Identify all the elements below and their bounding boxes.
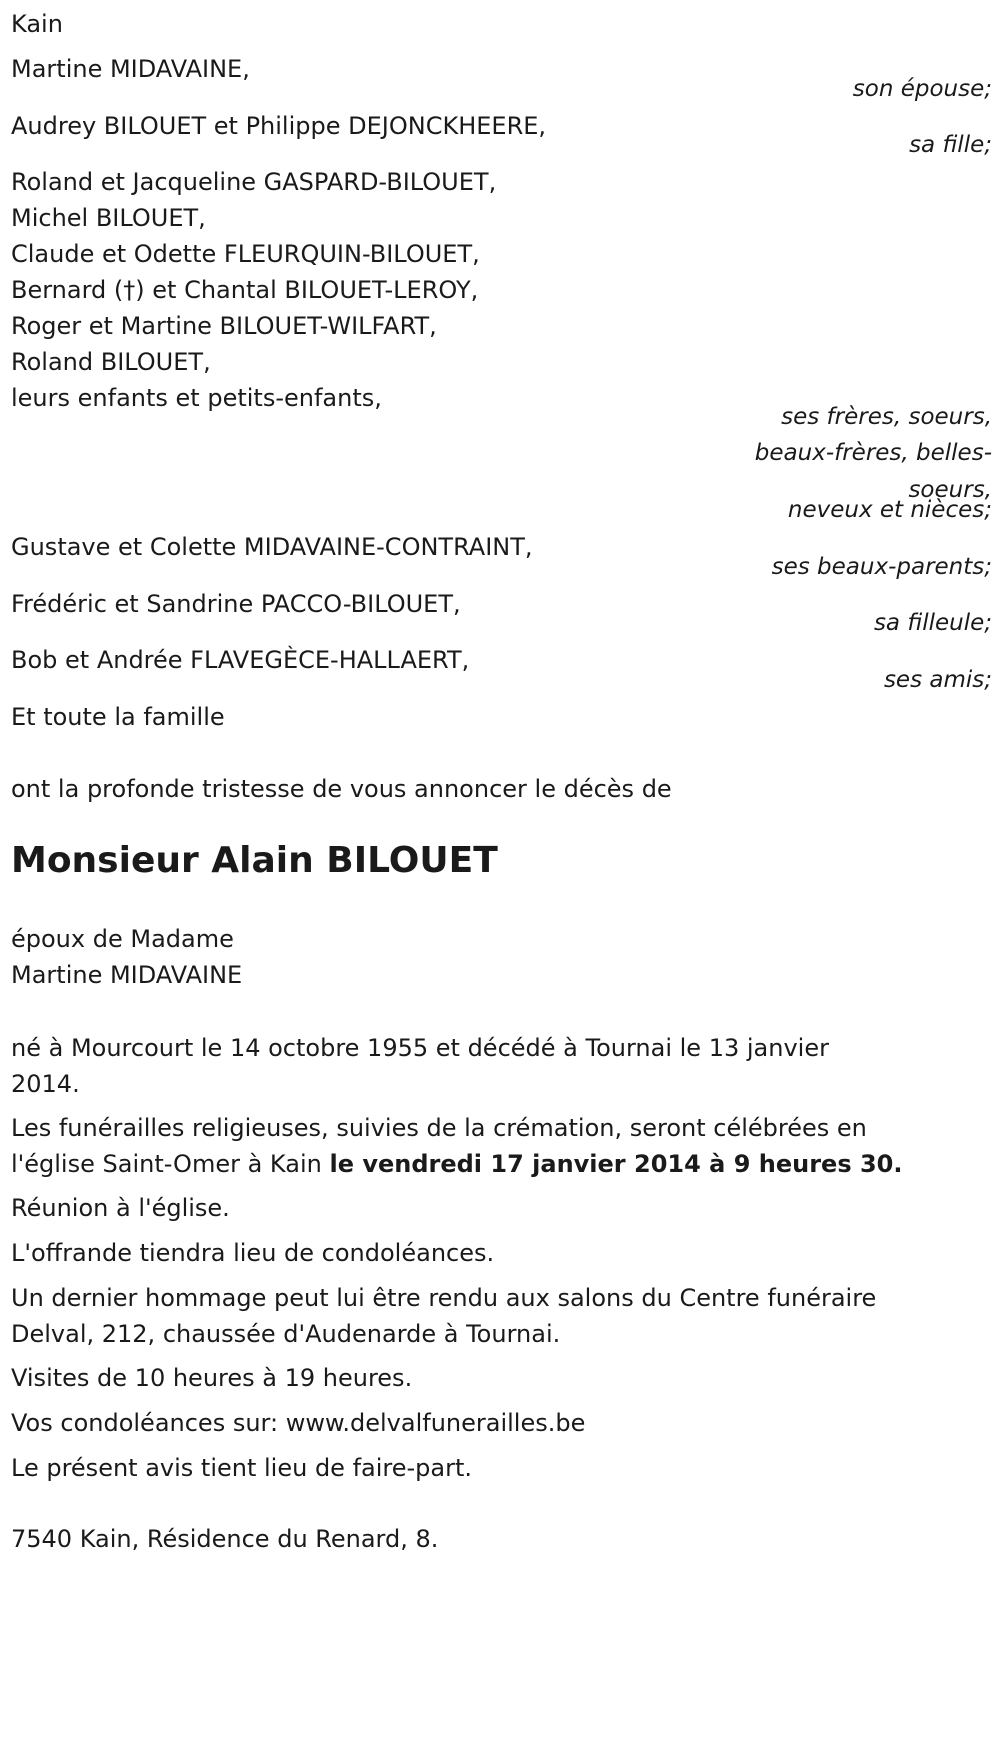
relation-label: beaux-frères, belles- — [754, 440, 992, 466]
mourner-line: Michel BILOUET, — [11, 204, 206, 232]
relation-label: sa fille; — [909, 132, 992, 158]
mourner-line: leurs enfants et petits-enfants, — [11, 384, 382, 412]
birth-death-line: 2014. — [11, 1070, 80, 1098]
relation-label: ses frères, soeurs, — [781, 404, 992, 430]
spouse-line: Martine MIDAVAINE — [11, 961, 243, 989]
funeral-datetime: le vendredi 17 janvier 2014 à 9 heures 30. — [329, 1150, 903, 1178]
mourner-line: Bob et Andrée FLAVEGÈCE-HALLAERT, — [11, 646, 470, 674]
mourner-line: Frédéric et Sandrine PACCO-BILOUET, — [11, 590, 461, 618]
detail-line: Le présent avis tient lieu de faire-part. — [11, 1454, 473, 1482]
relation-label: son épouse; — [852, 76, 992, 102]
mourner-line: Gustave et Colette MIDAVAINE-CONTRAINT, — [11, 533, 533, 561]
detail-line: Delval, 212, chaussée d'Audenarde à Tournai. — [11, 1320, 561, 1348]
mourner-line: Audrey BILOUET et Philippe DEJONCKHEERE, — [11, 112, 547, 140]
relation-label: sa filleule; — [873, 610, 992, 636]
relation-label: neveux et nièces; — [787, 497, 992, 523]
detail-line: Visites de 10 heures à 19 heures. — [11, 1364, 413, 1392]
funeral-line — [11, 1152, 902, 1176]
announcement-text: ont la profonde tristesse de vous annoncer le décès de — [11, 775, 672, 803]
funeral-location-text: l'église Saint-Omer à Kain — [11, 1150, 330, 1178]
mourner-line: Claude et Odette FLEURQUIN-BILOUET, — [11, 240, 480, 268]
birth-death-line: né à Mourcourt le 14 octobre 1955 et décédé à Tournai le 13 janvier — [11, 1034, 829, 1062]
address-line: 7540 Kain, Résidence du Renard, 8. — [11, 1525, 439, 1553]
detail-line: L'offrande tiendra lieu de condoléances. — [11, 1239, 495, 1267]
deceased-name: Monsieur Alain BILOUET — [11, 840, 498, 881]
relation-label: soeurs, — [908, 477, 992, 503]
mourner-line: Et toute la famille — [11, 703, 225, 731]
funeral-line: Les funérailles religieuses, suivies de la crémation, seront célébrées en — [11, 1114, 867, 1142]
detail-line: Un dernier hommage peut lui être rendu aux salons du Centre funéraire — [11, 1284, 877, 1312]
mourner-line: Roger et Martine BILOUET-WILFART, — [11, 312, 437, 340]
detail-line: Réunion à l'église. — [11, 1194, 230, 1222]
mourner-line: Martine MIDAVAINE, — [11, 55, 250, 83]
mourner-line: Bernard (†) et Chantal BILOUET-LEROY, — [11, 276, 479, 304]
relation-label: ses beaux-parents; — [771, 554, 992, 580]
spouse-line: époux de Madame — [11, 925, 234, 953]
location-header: Kain — [11, 10, 63, 38]
relation-label: ses amis; — [883, 667, 992, 693]
mourner-line: Roland BILOUET, — [11, 348, 211, 376]
detail-line: Vos condoléances sur: www.delvalfunerailles.be — [11, 1409, 586, 1437]
mourner-line: Roland et Jacqueline GASPARD-BILOUET, — [11, 168, 497, 196]
